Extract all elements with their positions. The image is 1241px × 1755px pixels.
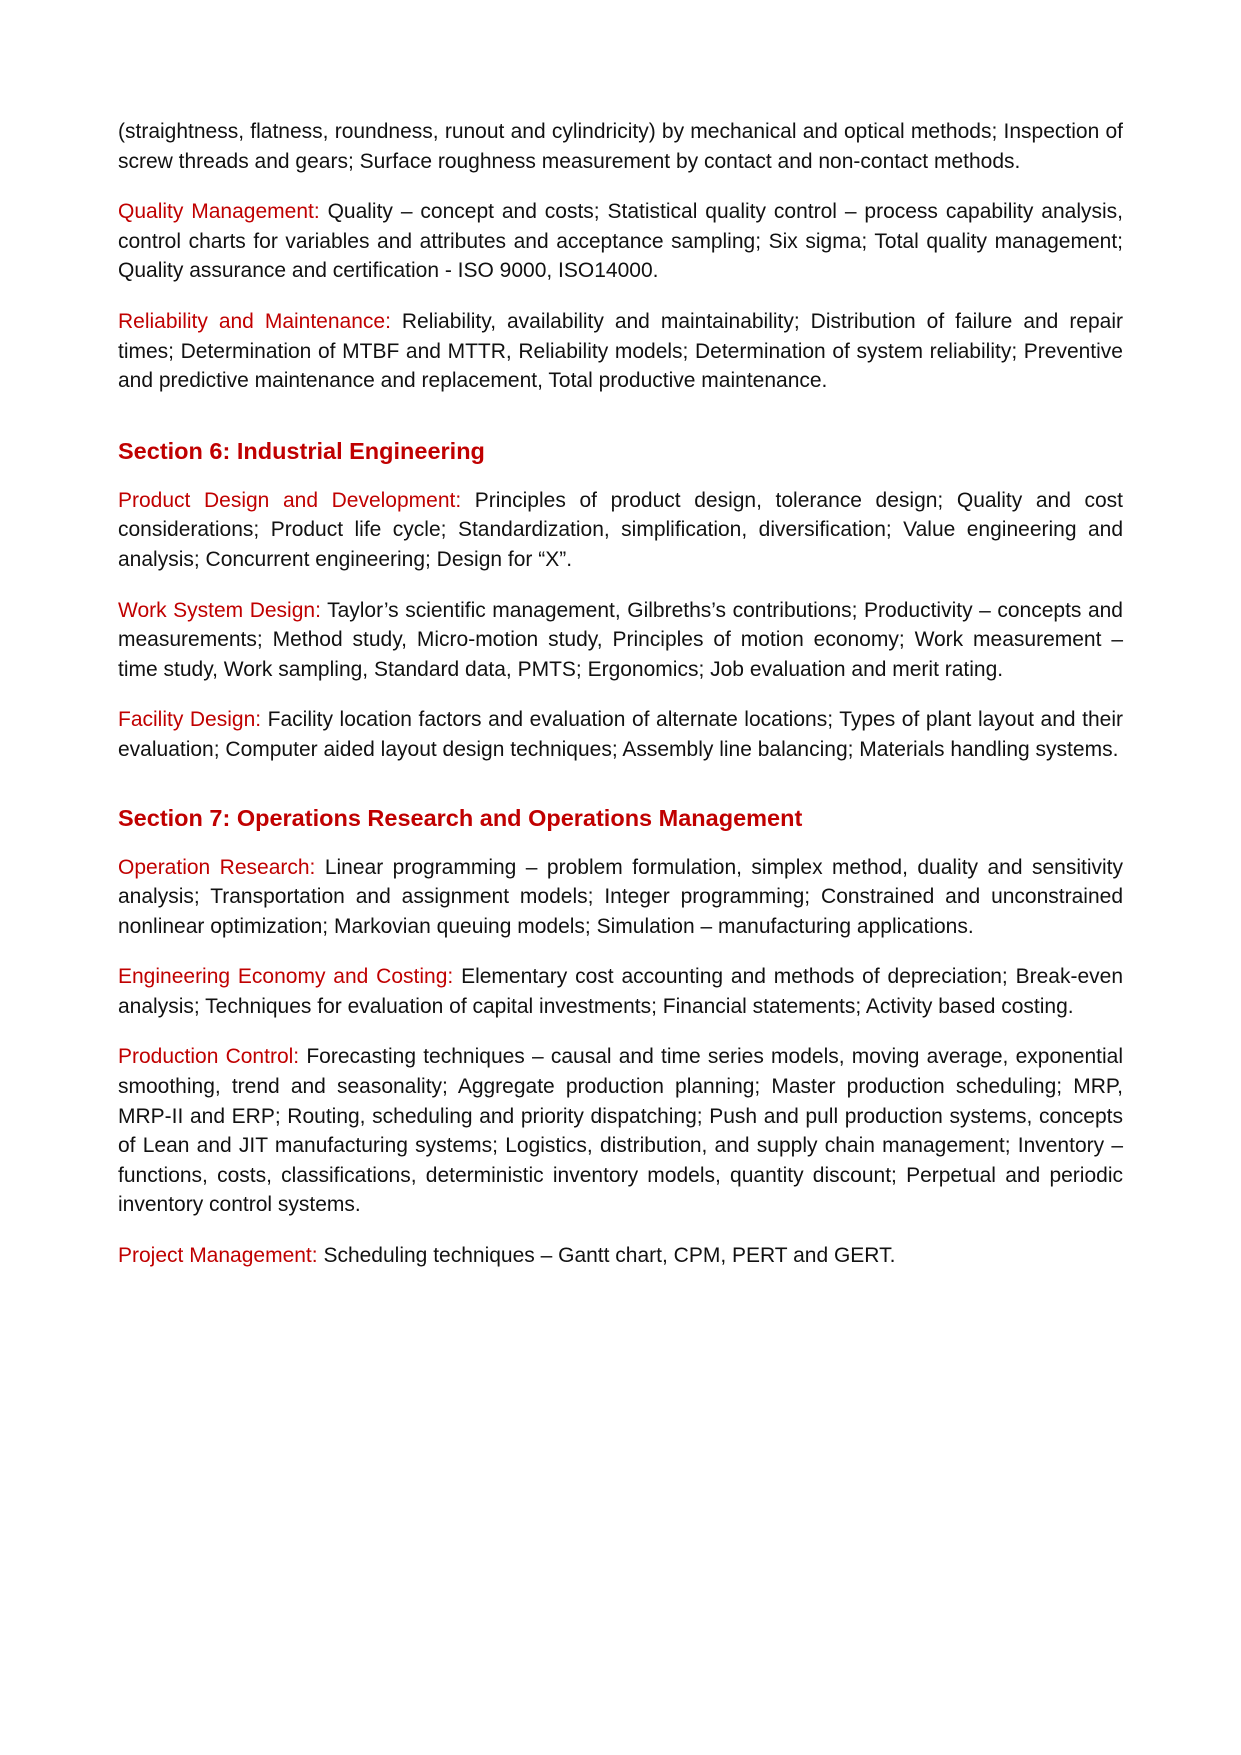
section-6-heading: Section 6: Industrial Engineering xyxy=(118,437,485,464)
project-management-text: Scheduling techniques – Gantt chart, CPM, PERT and GERT. xyxy=(317,1244,896,1268)
engineering-economy-text: Elementary cost accounting and methods of depreciation; Break-even analysis; Techniques for evaluation of capital investments; Financial statements; Activity based costing. xyxy=(118,965,1123,1018)
quality-management-text: Quality – concept and costs; Statistical quality control – process capability analysis, control charts for variables and attributes and acceptance sampling; Six sigma; Total quality management; Quality assurance and certification - ISO 9000, ISO14000. xyxy=(118,200,1123,283)
reliability-maintenance-paragraph xyxy=(118,307,1123,396)
operation-research-paragraph xyxy=(118,853,1123,942)
work-system-design-paragraph xyxy=(118,596,1123,685)
reliability-maintenance-text: Reliability, availability and maintainability; Distribution of failure and repair times; Determination of MTBF and MTTR, Reliability models; Determination of system reliability; Preventive and predictive maintenance and replacement, Total productive maintenance. xyxy=(118,309,1124,393)
facility-design-paragraph xyxy=(118,705,1123,764)
intro-paragraph xyxy=(118,117,1123,176)
facility-design-label: Facility Design: xyxy=(118,708,262,732)
document-page xyxy=(118,117,1123,1292)
project-management-label: Project Management: xyxy=(118,1244,318,1268)
quality-management-label: Quality Management: xyxy=(118,200,320,224)
work-system-design-label: Work System Design: xyxy=(118,598,321,622)
production-control-paragraph xyxy=(118,1042,1123,1220)
project-management-paragraph xyxy=(118,1241,1123,1271)
engineering-economy-label: Engineering Economy and Costing: xyxy=(118,965,454,989)
product-design-label: Product Design and Development: xyxy=(118,488,462,512)
work-system-design-text: Taylor’s scientific management, Gilbreths’s contributions; Productivity – concepts and measurements; Method study, Micro-motion study, Principles of motion economy; Work measurement – time study, Work sampling, Standard data, PMTS; Ergonomics; Job evaluation and merit rating. xyxy=(118,598,1123,681)
product-design-paragraph xyxy=(118,486,1123,575)
operation-research-text: Linear programming – problem formulation, simplex method, duality and sensitivity analysis; Transportation and assignment models; Integer programming; Constrained and unconstrained nonlinear optimization; Markovian queuing models; Simulation – manufacturing applications. xyxy=(118,855,1123,938)
production-control-label: Production Control: xyxy=(118,1045,300,1069)
section-7-heading: Section 7: Operations Research and Operations Management xyxy=(118,804,803,831)
product-design-text: Principles of product design, tolerance design; Quality and cost considerations; Product life cycle; Standardization, simplification, diversification; Value engineering and analysis; Concurrent engineering; Design for “X”. xyxy=(118,488,1123,571)
intro-text: (straightness, flatness, roundness, runout and cylindricity) by mechanical and optical methods; Inspection of screw threads and gears; Surface roughness measurement by contact and non-contact methods. xyxy=(118,120,1123,173)
production-control-text: Forecasting techniques – causal and time series models, moving average, exponential smoothing, trend and seasonality; Aggregate production planning; Master production scheduling; MRP, MRP-II and ERP; Routing, scheduling and priority dispatching; Push and pull production systems, concepts of Lean and JIT manufacturing systems; Logistics, distribution, and supply chain management; Inventory – functions, costs, classifications, deterministic inventory models, quantity discount; Perpetual and periodic inventory control systems. xyxy=(118,1045,1124,1217)
quality-management-paragraph xyxy=(118,197,1123,286)
engineering-economy-paragraph xyxy=(118,962,1123,1021)
facility-design-text: Facility location factors and evaluation of alternate locations; Types of plant layout and their evaluation; Computer aided layout design techniques; Assembly line balancing; Materials handling systems. xyxy=(118,708,1123,761)
operation-research-label: Operation Research: xyxy=(118,855,316,879)
reliability-maintenance-label: Reliability and Maintenance: xyxy=(118,309,391,333)
